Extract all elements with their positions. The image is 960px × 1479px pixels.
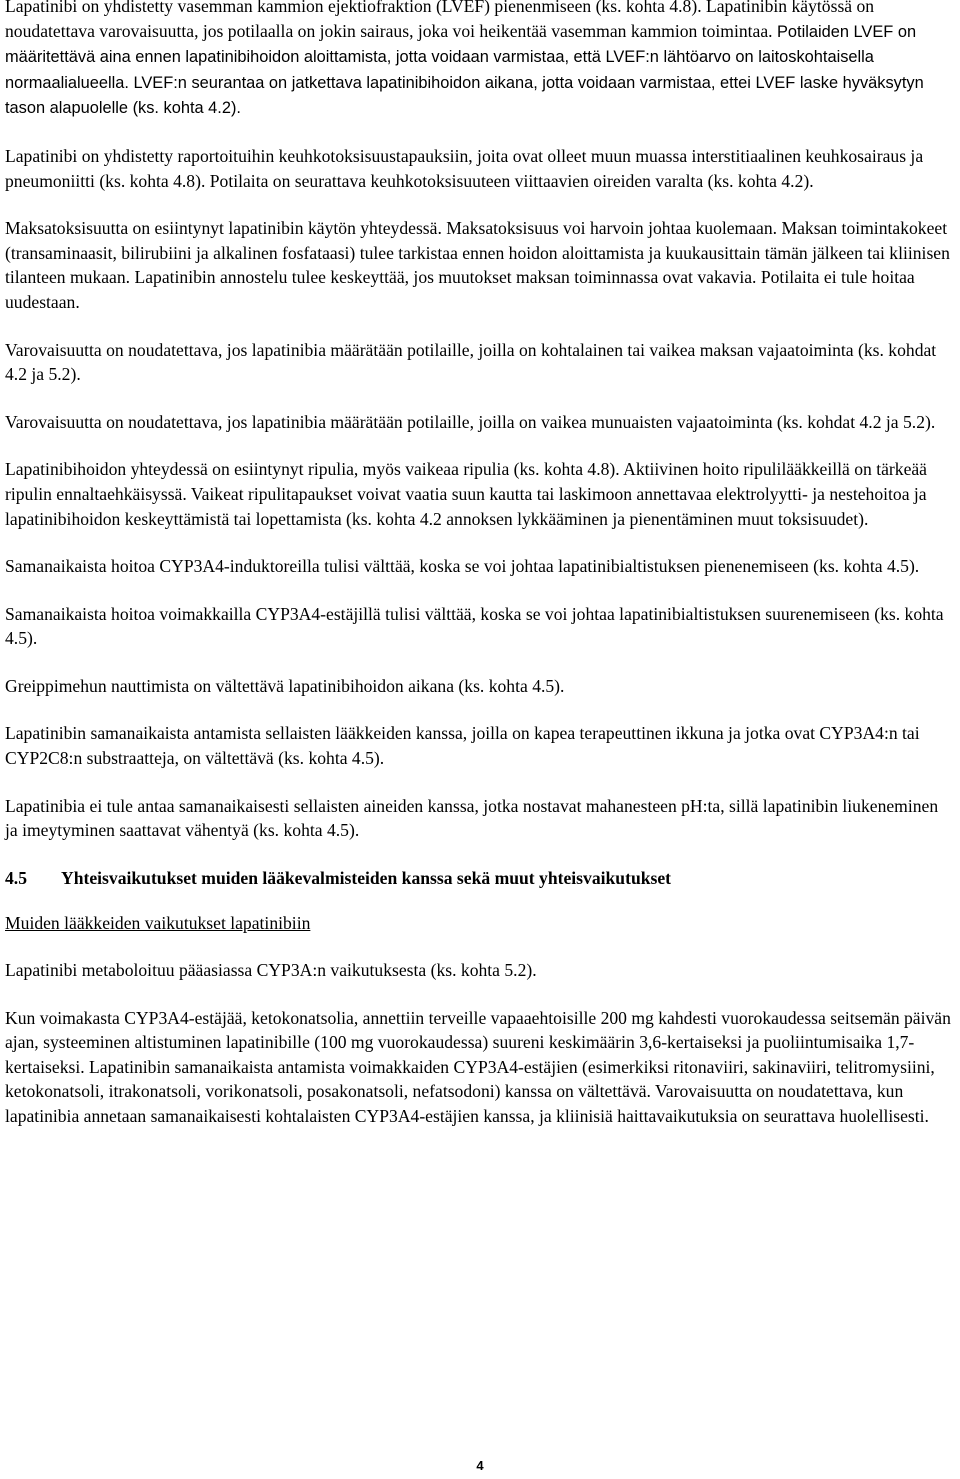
paragraph-diarrhoea: Lapatinibihoidon yhteydessä on esiintynyt ripulia, myös vaikeaa ripulia (ks. kohta 4.8). Aktiivinen hoito ripulilääkkeillä on tärkeää ripulin ennaltaehkäisyssä. Vaikeat ripulitapaukset voivat vaatia suun kautta tai laskimoon annettavaa elektrolyytti- ja nestehoitoa ja lapatinibihoidon keskeyttämistä tai lopettamista (ks. kohta 4.2 annoksen lykkääminen ja pienentäminen muut toksisuudet). bbox=[5, 459, 927, 529]
paragraph-metabolism: Lapatinibi metaboloituu pääasiassa CYP3A:n vaikutuksesta (ks. kohta 5.2). bbox=[5, 960, 537, 981]
paragraph-renal-impairment: Varovaisuutta on noudatettava, jos lapatinibia määrätään potilaille, joilla on vaikea munuaisten vajaatoiminta (ks. kohdat 4.2 ja 5.2). bbox=[5, 411, 936, 432]
paragraph-liver-toxicity: Maksatoksisuutta on esiintynyt lapatinibin käytön yhteydessä. Maksatoksisuus voi harvoin johtaa kuolemaan. Maksan toimintakokeet (transaminaasit, bilirubiini ja alkalinen fosfataasi) tulee tarkistaa ennen hoidon aloittamista ja kuukausittain tämän jälkeen tai kliinisen tilanteen mukaan. Lapatinibin annostelu tulee keskeyttää, jos muutokset maksan toiminnassa ovat vakavia. Potilaita ei tule hoitaa uudestaan. bbox=[5, 218, 950, 312]
page-number: 4 bbox=[476, 1458, 484, 1473]
paragraph-lvef-part-1: Lapatinibi on yhdistetty vasemman kammion ejektiofraktion (LVEF) pienenmiseen (ks. kohta 4.8). Lapatinibin käytössä on noudatettava varovaisuutta, jos potilaalla on jokin sairaus, joka voi heikentää vasemman kammion toimintaa. bbox=[5, 0, 875, 41]
section-subheading: Muiden lääkkeiden vaikutukset lapatinibiin bbox=[5, 913, 311, 934]
section-heading bbox=[5, 866, 955, 891]
section-number: 4.5 bbox=[5, 867, 27, 888]
document-page bbox=[5, 0, 955, 1152]
paragraph-cyp3a4-inhibitors: Samanaikaista hoitoa voimakkailla CYP3A4-estäjillä tulisi välttää, koska se voi johtaa lapatinibialtistuksen suurenemiseen (ks. kohta 4.5). bbox=[5, 603, 944, 649]
paragraph-ketoconazole: Kun voimakasta CYP3A4-estäjää, ketokonatsolia, annettiin terveille vapaaehtoisille 200 mg kahdesti vuorokaudessa seitsemän päivän ajan, systeeminen altistuminen lapatinibille (100 mg vuorokaudessa) suureni keskimäärin 3,6-kertaiseksi ja puoliintumisaika 1,7-kertaiseksi. Lapatinibin samanaikaista antamista voimakkaiden CYP3A4-estäjien (esimerkiksi ritonaviiri, sakinaviiri, telitromysiini, ketokonatsoli, itrakonatsoli, vorikonatsoli, posakonatsoli, nefatsodoni) kanssa on vältettävä. Varovaisuutta on noudatettava, kun lapatinibia annetaan samanaikaisesti kohtalaisten CYP3A4-estäjien kanssa, ja kliinisiä haittavaikutuksia on seurattava huolellisesti. bbox=[5, 1007, 951, 1126]
paragraph-narrow-therapeutic: Lapatinibin samanaikaista antamista sellaisten lääkkeiden kanssa, joilla on kapea terapeuttinen ikkuna ja jotka ovat CYP3A4:n tai CYP2C8:n substraatteja, on vältettävä (ks. kohta 4.5). bbox=[5, 723, 920, 769]
paragraph-cyp3a4-inducers: Samanaikaista hoitoa CYP3A4-induktoreilla tulisi välttää, koska se voi johtaa lapatinibialtistuksen pienenemiseen (ks. kohta 4.5). bbox=[5, 556, 920, 577]
paragraph-hepatic-impairment: Varovaisuutta on noudatettava, jos lapatinibia määrätään potilaille, joilla on kohtalainen tai vaikea maksan vajaatoiminta (ks. kohdat 4.2 ja 5.2). bbox=[5, 339, 937, 385]
paragraph-lung-toxicity: Lapatinibi on yhdistetty raportoituihin keuhkotoksisuustapauksiin, joita ovat olleet muun muassa interstitiaalinen keuhkosairaus ja pneumoniitti (ks. kohta 4.8). Potilaita on seurattava keuhkotoksisuuteen viittaavien oireiden varalta (ks. kohta 4.2). bbox=[5, 145, 924, 191]
paragraph-gastric-ph: Lapatinibia ei tule antaa samanaikaisesti sellaisten aineiden kanssa, jotka nostavat mahanesteen pH:ta, sillä lapatinibin liukeneminen ja imeytyminen saattavat vähentyä (ks. kohta 4.5). bbox=[5, 795, 939, 841]
section-title: Yhteisvaikutukset muiden lääkevalmisteiden kanssa sekä muut yhteisvaikutukset bbox=[61, 867, 672, 888]
paragraph-lvef bbox=[5, 0, 955, 121]
paragraph-grapefruit: Greippimehun nauttimista on vältettävä lapatinibihoidon aikana (ks. kohta 4.5). bbox=[5, 675, 565, 696]
paragraph-lvef-part-2: Potilaiden LVEF on määritettävä aina ennen lapatinibihoidon aloittamista, jotta voidaan varmistaa, että LVEF:n lähtöarvo on laitoskohtaisella normaalialueella. LVEF:n seurantaa on jatkettava lapatinibihoidon aikana, jotta voidaan varmistaa, ettei LVEF laske hyväksytyn tason alapuolelle (ks. kohta 4.2). bbox=[5, 22, 924, 118]
